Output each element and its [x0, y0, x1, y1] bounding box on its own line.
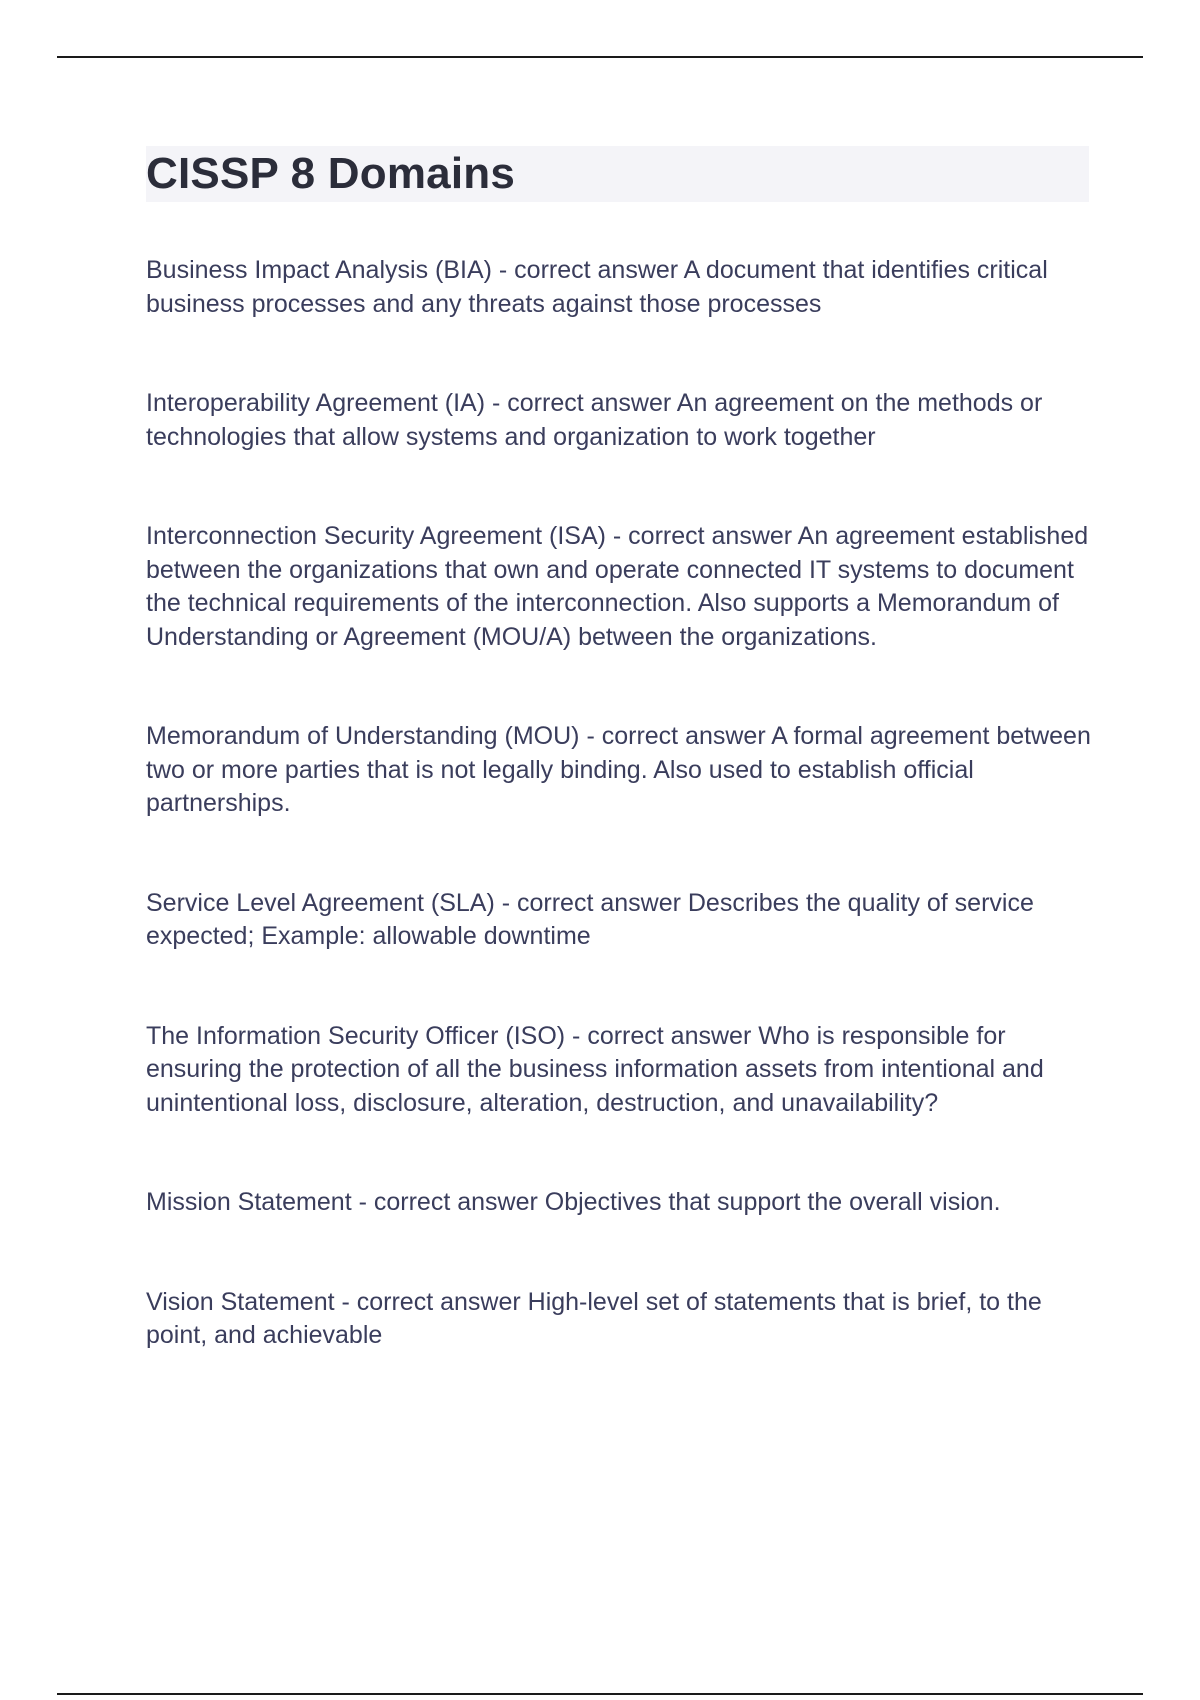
definition-list: [146, 254, 1091, 1353]
definition-entry-mission-statement: Mission Statement - correct answer Objectives that support the overall vision.: [146, 1188, 1001, 1216]
definition-entry-mou: Memorandum of Understanding (MOU) - correct answer A formal agreement between two or more parties that is not legally binding. Also used to establish official partnerships.: [146, 722, 1091, 817]
document-body: [146, 146, 1091, 1353]
definition-entry-iso: The Information Security Officer (ISO) - correct answer Who is responsible for ensuring the protection of all the business information assets from intentional and unintentional loss, disclosure, alteration, destruction, and unavailability?: [146, 1021, 1044, 1117]
definition-entry-vision-statement: Vision Statement - correct answer High-level set of statements that is brief, to the point, and achievable: [146, 1287, 1042, 1349]
definition-entry-bia: Business Impact Analysis (BIA) - correct answer A document that identifies critical business processes and any threats against those processes: [146, 256, 1048, 318]
top-divider: [57, 56, 1143, 58]
page-title: CISSP 8 Domains: [146, 149, 515, 198]
definition-entry-isa: Interconnection Security Agreement (ISA) - correct answer An agreement established between the organizations that own and operate connected IT systems to document the technical requirements of the interconnection. Also supports a Memorandum of Understanding or Agreement (MOU/A) between the organizations.: [146, 522, 1089, 651]
definition-entry-sla: Service Level Agreement (SLA) - correct answer Describes the quality of service expected; Example: allowable downtime: [146, 888, 1034, 950]
definition-entry-ia: Interoperability Agreement (IA) - correct answer An agreement on the methods or technologies that allow systems and organization to work together: [146, 389, 1043, 451]
title-band: [146, 146, 1089, 202]
bottom-divider: [57, 1693, 1143, 1695]
